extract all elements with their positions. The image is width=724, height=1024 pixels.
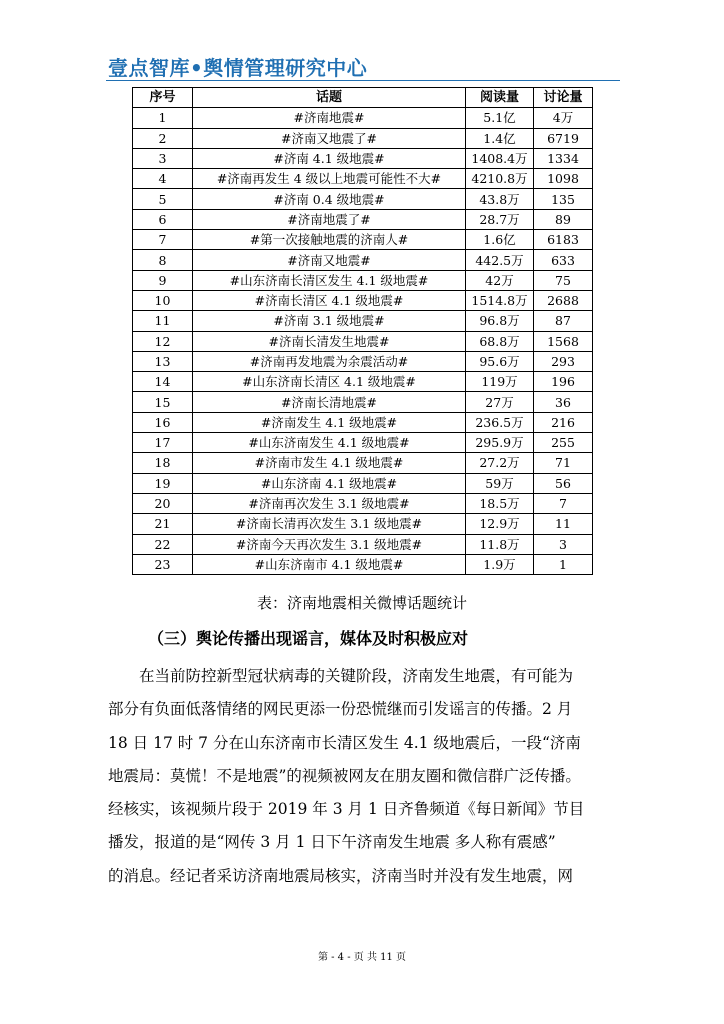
table-row	[133, 250, 593, 270]
paragraph-line: 在当前防控新型冠状病毒的关键阶段，济南发生地震，有可能为	[139, 667, 574, 685]
cell-topic: #济南今天再次发生 3.1 级地震#	[193, 534, 466, 554]
cell-discussions: 216	[534, 412, 593, 432]
cell-reads: 27.2万	[466, 453, 534, 473]
cell-reads: 11.8万	[466, 534, 534, 554]
cell-discussions: 89	[534, 209, 593, 229]
table-row	[133, 433, 593, 453]
cell-reads: 1.9万	[466, 554, 534, 574]
body-paragraph	[108, 660, 622, 893]
cell-reads: 236.5万	[466, 412, 534, 432]
cell-topic: #济南发生 4.1 级地震#	[193, 412, 466, 432]
table-caption: 表：济南地震相关微博话题统计	[256, 594, 467, 612]
table-row	[133, 554, 593, 574]
table-row	[133, 392, 593, 412]
cell-topic: #济南地震了#	[193, 209, 466, 229]
table-row	[133, 473, 593, 493]
table-header-row	[133, 88, 593, 108]
cell-discussions: 6719	[534, 128, 593, 148]
cell-reads: 12.9万	[466, 514, 534, 534]
cell-discussions: 3	[534, 534, 593, 554]
table-row	[133, 534, 593, 554]
table-row	[133, 351, 593, 371]
cell-discussions: 36	[534, 392, 593, 412]
cell-topic: #济南又地震了#	[193, 128, 466, 148]
paragraph-line: 地震局：莫慌！不是地震”的视频被网友在朋友圈和微信群广泛传播。	[108, 766, 581, 785]
cell-topic: #济南市发生 4.1 级地震#	[193, 453, 466, 473]
cell-index: 20	[133, 493, 193, 513]
cell-discussions: 633	[534, 250, 593, 270]
table-row	[133, 331, 593, 351]
cell-topic: #济南 4.1 级地震#	[193, 148, 466, 168]
cell-reads: 1.6亿	[466, 230, 534, 250]
table-row	[133, 514, 593, 534]
cell-index: 4	[133, 169, 193, 189]
cell-index: 1	[133, 108, 193, 128]
cell-discussions: 6183	[534, 230, 593, 250]
cell-index: 3	[133, 148, 193, 168]
cell-index: 13	[133, 351, 193, 371]
cell-reads: 1.4亿	[466, 128, 534, 148]
cell-topic: #第一次接触地震的济南人#	[193, 230, 466, 250]
table-row	[133, 128, 593, 148]
cell-discussions: 4万	[534, 108, 593, 128]
cell-reads: 5.1亿	[466, 108, 534, 128]
cell-index: 16	[133, 412, 193, 432]
cell-topic: #济南长清再次发生 3.1 级地震#	[193, 514, 466, 534]
table-row	[133, 311, 593, 331]
table-row	[133, 230, 593, 250]
cell-reads: 42万	[466, 270, 534, 290]
cell-index: 15	[133, 392, 193, 412]
cell-index: 12	[133, 331, 193, 351]
cell-topic: #山东济南发生 4.1 级地震#	[193, 433, 466, 453]
cell-reads: 43.8万	[466, 189, 534, 209]
table-row	[133, 453, 593, 473]
page-header-title: 壹点智库•舆情管理研究中心	[108, 56, 368, 80]
cell-reads: 68.8万	[466, 331, 534, 351]
cell-reads: 18.5万	[466, 493, 534, 513]
col-header-index: 序号	[133, 88, 193, 108]
topic-stats-table	[132, 87, 593, 575]
cell-topic: #山东济南 4.1 级地震#	[193, 473, 466, 493]
cell-discussions: 75	[534, 270, 593, 290]
cell-discussions: 2688	[534, 290, 593, 310]
cell-discussions: 56	[534, 473, 593, 493]
cell-topic: #济南再发地震为余震活动#	[193, 351, 466, 371]
table-row	[133, 148, 593, 168]
table-row	[133, 412, 593, 432]
cell-topic: #山东济南市 4.1 级地震#	[193, 554, 466, 574]
cell-discussions: 135	[534, 189, 593, 209]
paragraph-line: 18 日 17 时 7 分在山东济南市长清区发生 4.1 级地震后，一段“济南	[108, 733, 581, 752]
paragraph-line: 播发，报道的是“网传 3 月 1 日下午济南发生地震 多人称有震感”	[108, 833, 556, 852]
table-row	[133, 108, 593, 128]
cell-discussions: 1568	[534, 331, 593, 351]
cell-topic: #济南长清地震#	[193, 392, 466, 412]
cell-discussions: 7	[534, 493, 593, 513]
cell-index: 8	[133, 250, 193, 270]
cell-index: 19	[133, 473, 193, 493]
cell-topic: #济南又地震#	[193, 250, 466, 270]
cell-index: 10	[133, 290, 193, 310]
cell-topic: #济南 0.4 级地震#	[193, 189, 466, 209]
paragraph-line: 的消息。经记者采访济南地震局核实，济南当时并没有发生地震，网	[108, 866, 574, 885]
cell-discussions: 11	[534, 514, 593, 534]
cell-topic: #济南长清发生地震#	[193, 331, 466, 351]
cell-reads: 442.5万	[466, 250, 534, 270]
col-header-discussions: 讨论量	[534, 88, 593, 108]
cell-discussions: 1	[534, 554, 593, 574]
cell-index: 9	[133, 270, 193, 290]
cell-topic: #山东济南长清区发生 4.1 级地震#	[193, 270, 466, 290]
cell-topic: #济南 3.1 级地震#	[193, 311, 466, 331]
cell-index: 17	[133, 433, 193, 453]
cell-index: 18	[133, 453, 193, 473]
cell-index: 7	[133, 230, 193, 250]
cell-index: 22	[133, 534, 193, 554]
cell-topic: #济南长清区 4.1 级地震#	[193, 290, 466, 310]
cell-reads: 4210.8万	[466, 169, 534, 189]
table-row	[133, 169, 593, 189]
table-row	[133, 372, 593, 392]
cell-reads: 96.8万	[466, 311, 534, 331]
cell-index: 2	[133, 128, 193, 148]
paragraph-line: 经核实，该视频片段于 2019 年 3 月 1 日齐鲁频道《每日新闻》节目	[108, 800, 585, 819]
cell-discussions: 1334	[534, 148, 593, 168]
cell-topic: #济南再发生 4 级以上地震可能性不大#	[193, 169, 466, 189]
table-row	[133, 493, 593, 513]
table-row	[133, 189, 593, 209]
cell-index: 11	[133, 311, 193, 331]
cell-discussions: 71	[534, 453, 593, 473]
cell-topic: #济南再次发生 3.1 级地震#	[193, 493, 466, 513]
col-header-topic: 话题	[193, 88, 466, 108]
cell-discussions: 255	[534, 433, 593, 453]
cell-reads: 27万	[466, 392, 534, 412]
cell-index: 14	[133, 372, 193, 392]
table-row	[133, 290, 593, 310]
cell-reads: 295.9万	[466, 433, 534, 453]
cell-reads: 95.6万	[466, 351, 534, 371]
cell-reads: 59万	[466, 473, 534, 493]
page-footer: 第 - 4 - 页 共 11 页	[317, 952, 407, 963]
cell-index: 23	[133, 554, 193, 574]
cell-discussions: 87	[534, 311, 593, 331]
paragraph-line: 部分有负面低落情绪的网民更添一份恐慌继而引发谣言的传播。2 月	[108, 700, 573, 719]
cell-index: 5	[133, 189, 193, 209]
table-row	[133, 270, 593, 290]
header-divider	[106, 80, 620, 81]
table-body	[133, 108, 593, 575]
cell-discussions: 1098	[534, 169, 593, 189]
table-row	[133, 209, 593, 229]
cell-topic: #山东济南长清区 4.1 级地震#	[193, 372, 466, 392]
cell-reads: 1408.4万	[466, 148, 534, 168]
cell-topic: #济南地震#	[193, 108, 466, 128]
cell-discussions: 196	[534, 372, 593, 392]
cell-index: 21	[133, 514, 193, 534]
cell-reads: 1514.8万	[466, 290, 534, 310]
cell-reads: 119万	[466, 372, 534, 392]
cell-discussions: 293	[534, 351, 593, 371]
cell-reads: 28.7万	[466, 209, 534, 229]
section-heading: （三）舆论传播出现谣言，媒体及时积极应对	[148, 629, 469, 648]
cell-index: 6	[133, 209, 193, 229]
col-header-reads: 阅读量	[466, 88, 534, 108]
